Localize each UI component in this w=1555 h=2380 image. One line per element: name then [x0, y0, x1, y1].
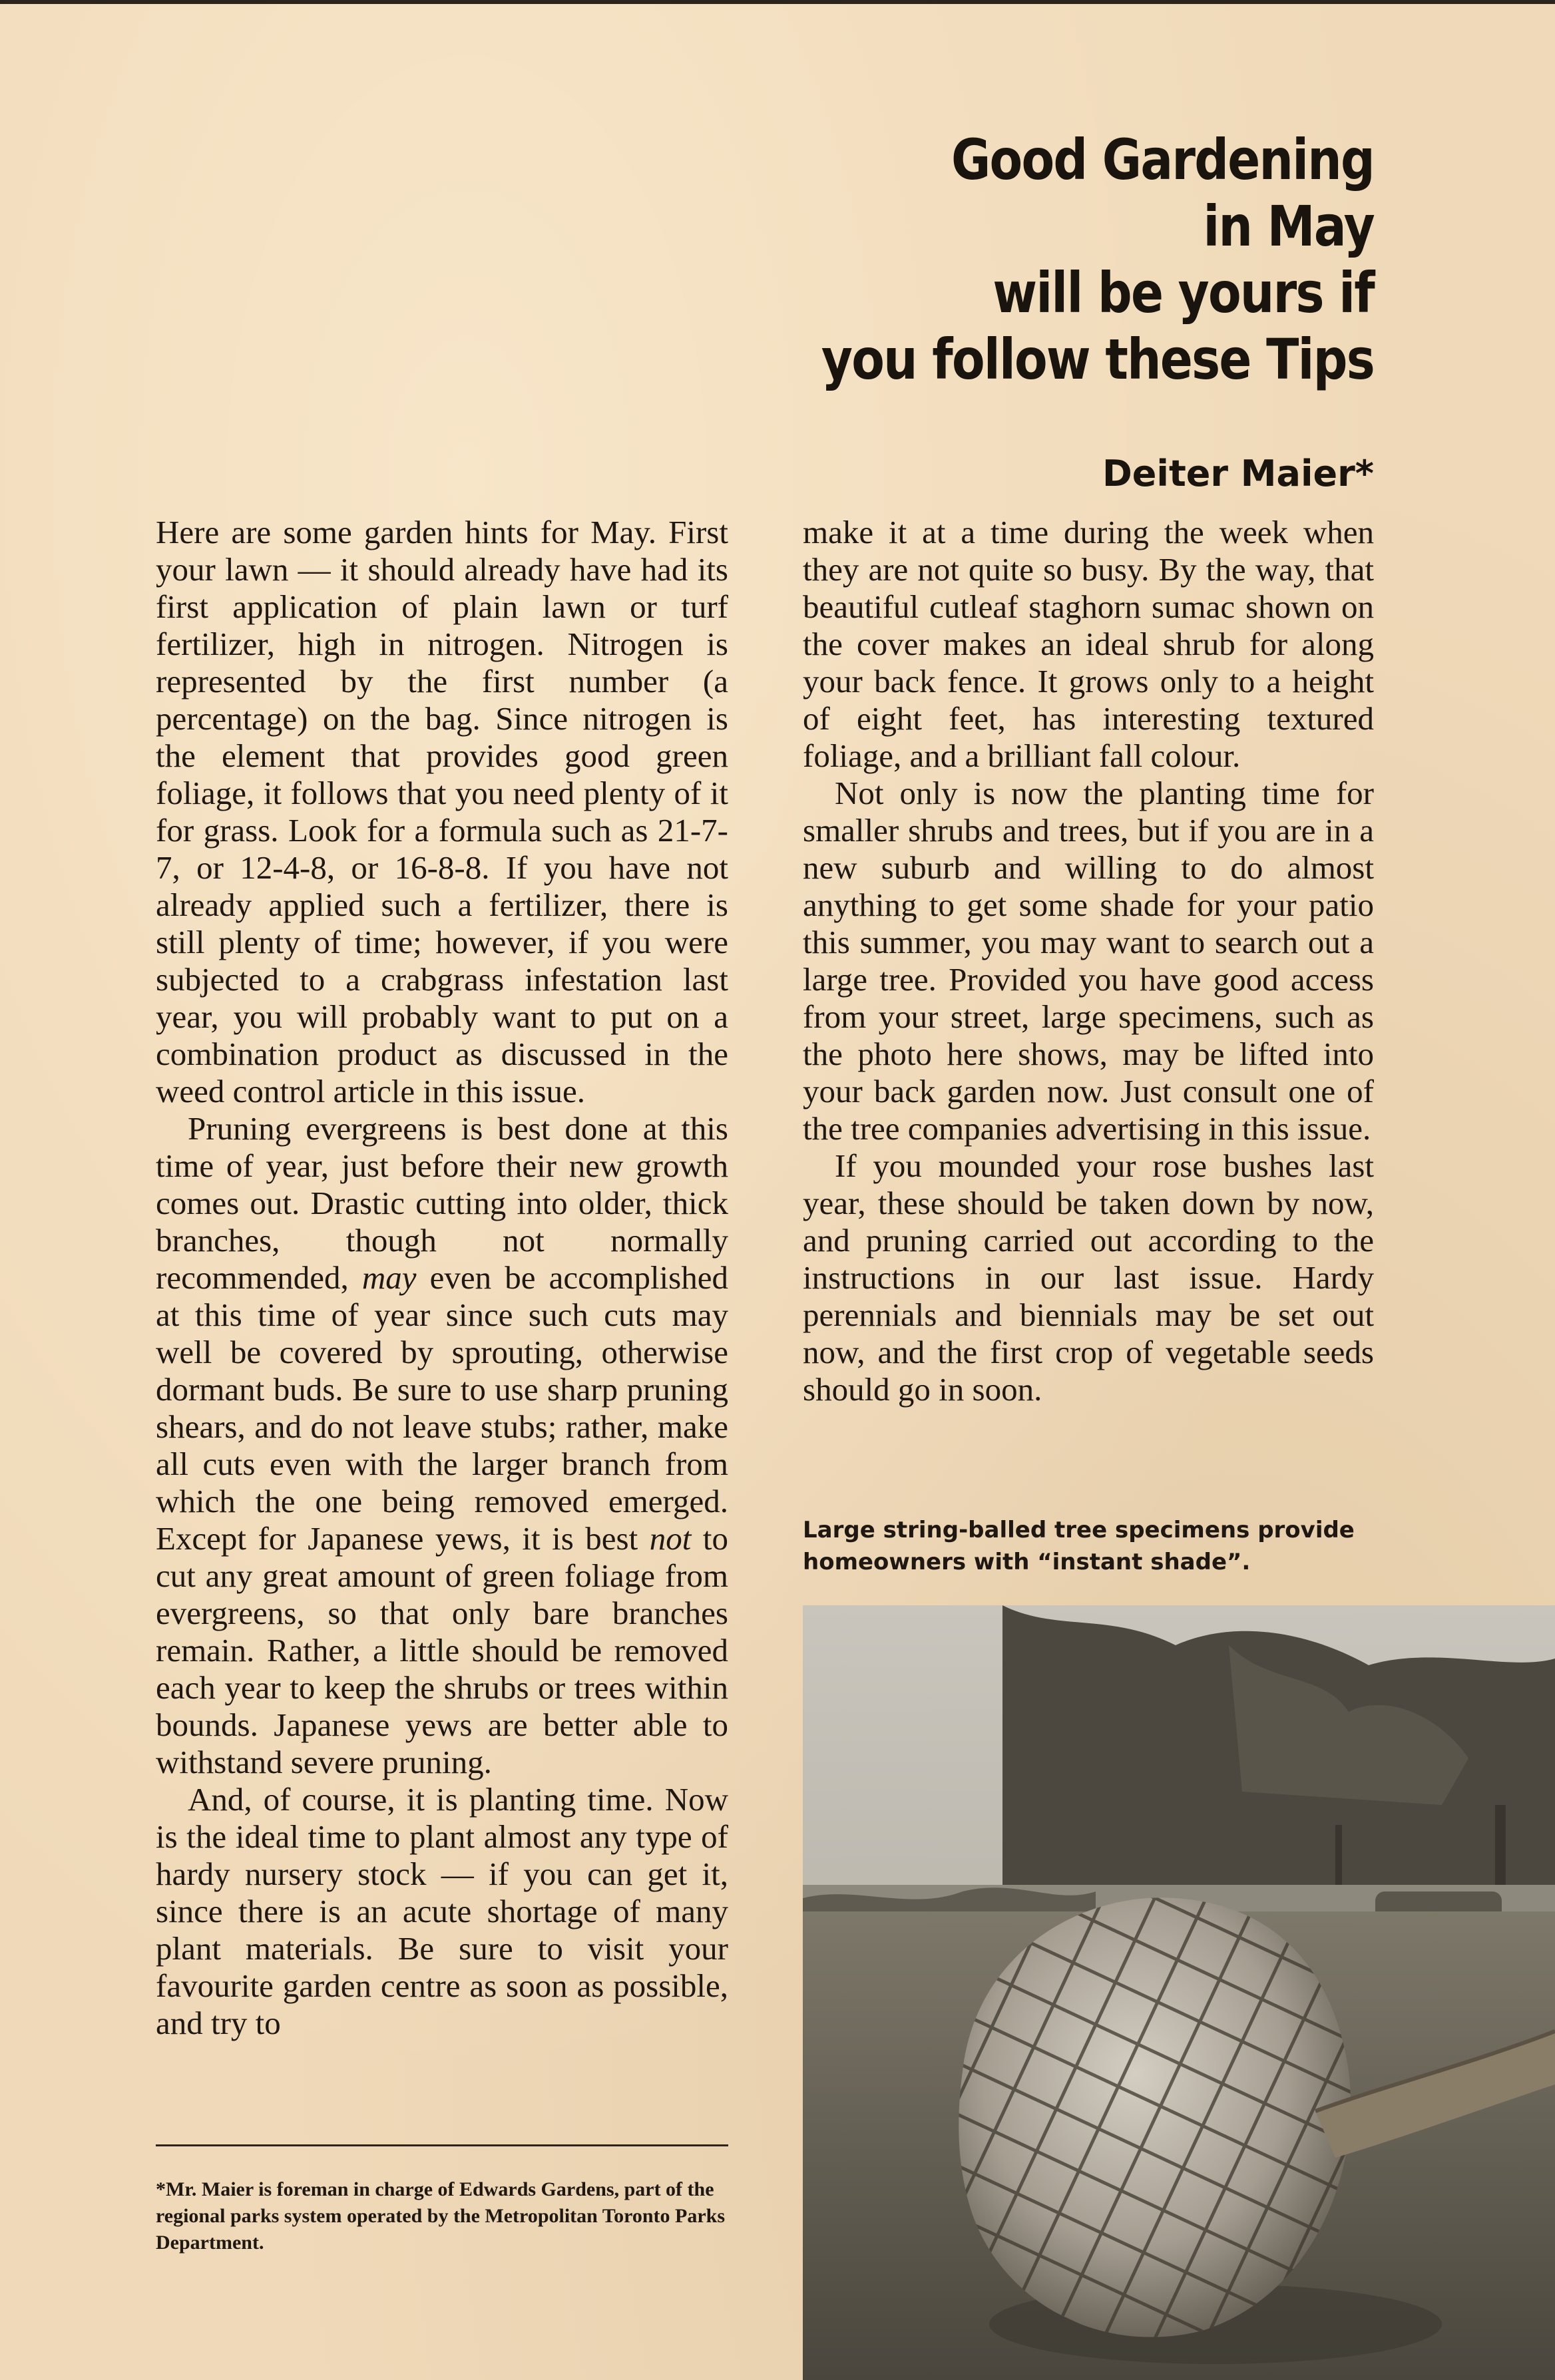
headline-line-1: Good Gardening	[951, 127, 1374, 192]
left-paragraph-2-part-2: even be accomplished at this time of year since such cuts may well be covered by sprouting, otherwise dormant buds. Be sure to use sharp pruning shears, and do not leave stubs; rather, make all cuts even with the larger branch from which the one being removed emerged. Except for Japanese yews, it is best	[156, 1259, 728, 1557]
left-paragraph-1: Here are some garden hints for May. First your lawn — it should already have had its first application of plain lawn or turf fertilizer, high in nitrogen. Nitrogen is represented by the first number (a percentage) on the bag. Since nitrogen is the element that provides good green foliage, it follows that you need plenty of it for grass. Look for a formula such as 21-7-7, or 12-4-8, or 16-8-8. If you have not already applied such a fertilizer, there is still plenty of time; however, if you were subjected to a crabgrass infestation last year, you will probably want to put on a combination product as discussed in the weed control article in this issue.	[156, 514, 728, 1109]
headline-line-2: in May	[1203, 194, 1374, 259]
photo-caption: Large string-balled tree specimens provide homeowners with “instant shade”.	[803, 1517, 1355, 1575]
left-paragraph-3: And, of course, it is planting time. Now is the ideal time to plant almost any type of hardy nursery stock — if you can get it, since there is an acute shortage of many plant materials. Be sure to visit your favourite garden centre as soon as possible, and try to	[156, 1781, 728, 2041]
left-paragraph-2-part-3: to cut any great amount of green foliage from evergreens, so that only bare branches remain. Rather, a little should be removed each year to keep the shrubs or trees within bounds. Japanese yews are better able to withstand severe pruning.	[156, 1520, 728, 1780]
emphasis-may: may	[361, 1259, 417, 1296]
right-paragraph-2: Not only is now the planting time for smaller shrubs and trees, but if you are in a new suburb and willing to do almost anything to get some shade for your patio this summer, you may want to search out a large tree. Provided you have good access from your street, large specimens, such as the photo here shows, may be lifted into your back garden now. Just consult one of the tree companies advertising in this issue.	[803, 775, 1374, 1147]
author-byline: Deiter Maier*	[1102, 453, 1374, 495]
footnote-divider	[156, 2144, 728, 2146]
article-headline	[744, 126, 1374, 393]
headline-line-4: you follow these Tips	[821, 327, 1374, 392]
left-paragraph-2-part-1: Pruning evergreens is best done at this time of year, just before their new growth comes out. Drastic cutting into older, thick branches, though not normally recommended,	[156, 1110, 728, 1296]
headline-line-3: will be yours if	[993, 260, 1374, 325]
author-footnote: *Mr. Maier is foreman in charge of Edwards Gardens, part of the regional parks system operated by the Metropolitan Toronto Parks Department.	[156, 2178, 726, 2254]
photo-illustration	[803, 1605, 1555, 2380]
left-paragraph-2	[156, 1110, 728, 1781]
tree-ball-photo	[803, 1605, 1555, 2380]
top-edge-rule	[0, 0, 1555, 4]
emphasis-not: not	[649, 1520, 692, 1557]
right-paragraph-3: If you mounded your rose bushes last year, these should be taken down by now, and pruning carried out according to the instructions in our last issue. Hardy perennials and biennials may be set out now, and the first crop of vegetable seeds should go in soon.	[803, 1147, 1374, 1408]
left-text-column	[156, 514, 728, 2042]
right-text-column	[803, 514, 1374, 1408]
right-paragraph-1: make it at a time during the week when they are not quite so busy. By the way, that beautiful cutleaf staghorn sumac shown on the cover makes an ideal shrub for along your back fence. It grows only to a height of eight feet, has interesting textured foliage, and a brilliant fall colour.	[803, 514, 1374, 774]
